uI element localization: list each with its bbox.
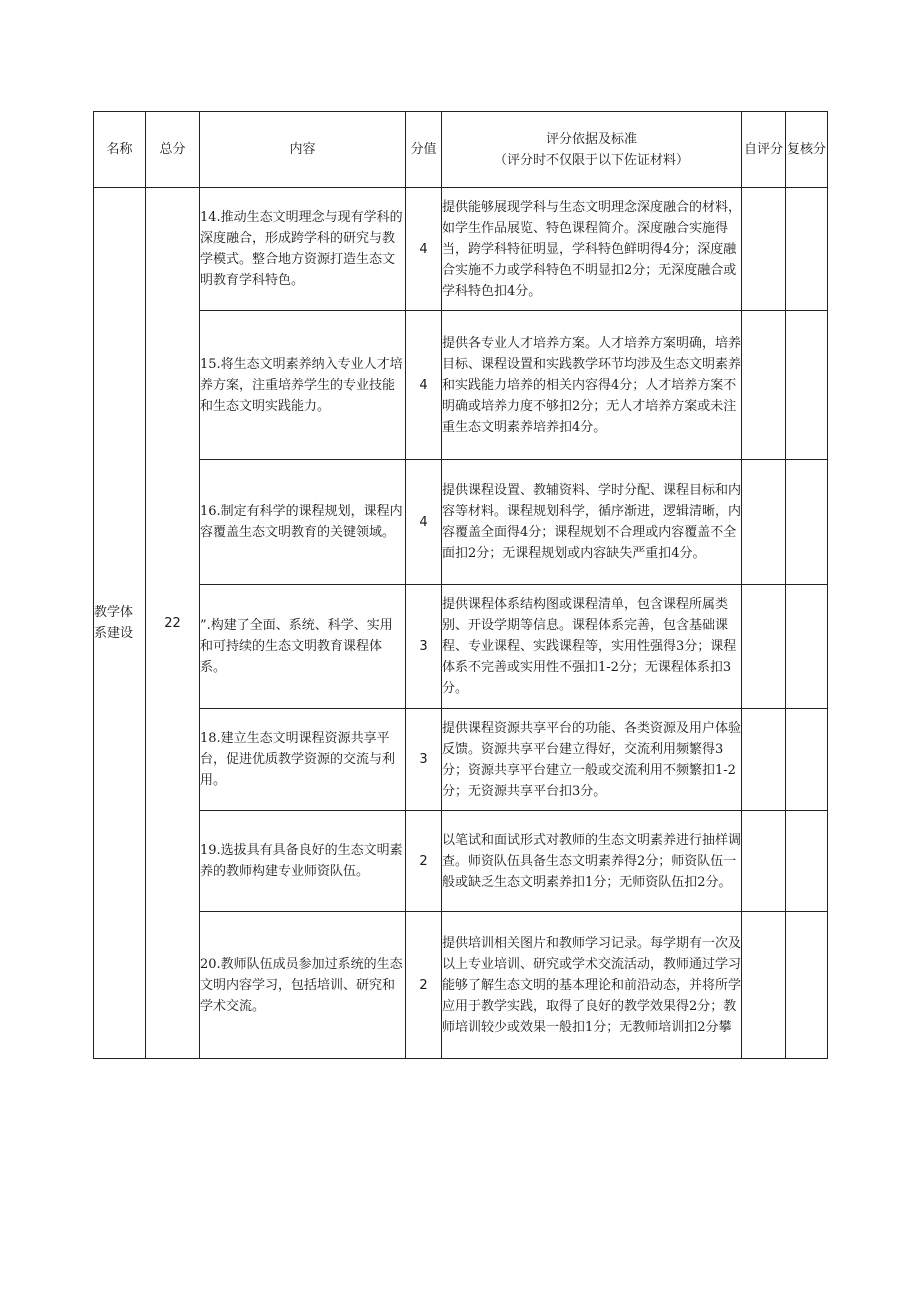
self-score-cell[interactable] (742, 311, 786, 460)
evaluation-table (93, 111, 828, 1059)
row-criteria: 提供课程体系结构图或课程清单，包含课程所属类别、开设学期等信息。课程体系完善，包含基础课程、专业课程、实践课程等，实用性强得3分；课程体系不完善或实用性不强扣1-2分；无课程体系扣3分。 (442, 585, 742, 709)
row-content: 20.教师队伍成员参加过系统的生态文明内容学习，包括培训、研究和学术交流。 (200, 912, 406, 1059)
self-score-cell[interactable] (742, 912, 786, 1059)
header-total: 总分 (146, 112, 200, 188)
self-score-cell[interactable] (742, 460, 786, 585)
row-score: 3 (406, 585, 442, 709)
table-row (94, 709, 828, 811)
table-row (94, 460, 828, 585)
header-review-score: 复核分 (786, 112, 828, 188)
row-content: 15.将生态文明素养纳入专业人才培养方案，注重培养学生的专业技能和生态文明实践能力。 (200, 311, 406, 460)
row-criteria: 提供能够展现学科与生态文明理念深度融合的材料，如学生作品展览、特色课程简介。深度融合实施得当，跨学科特征明显，学科特色鲜明得4分；深度融合实施不力或学科特色不明显扣2分；无深度融合或学科特色扣4分。 (442, 188, 742, 311)
self-score-cell[interactable] (742, 811, 786, 912)
header-row (94, 112, 828, 188)
table-row (94, 585, 828, 709)
header-name: 名称 (94, 112, 146, 188)
self-score-cell[interactable] (742, 188, 786, 311)
row-criteria: 以笔试和面试形式对教师的生态文明素养进行抽样调查。师资队伍具备生态文明素养得2分；师资队伍一般或缺乏生态文明素养扣1分；无师资队伍扣2分。 (442, 811, 742, 912)
table-row (94, 912, 828, 1059)
row-content: 18.建立生态文明课程资源共享平台，促进优质教学资源的交流与利用。 (200, 709, 406, 811)
review-score-cell[interactable] (786, 460, 828, 585)
header-self-score: 自评分 (742, 112, 786, 188)
row-content: 19.选拔具有具备良好的生态文明素养的教师构建专业师资队伍。 (200, 811, 406, 912)
row-criteria: 提供培训相关图片和教师学习记录。每学期有一次及以上专业培训、研究或学术交流活动，教师通过学习能够了解生态文明的基本理论和前沿动态，并将所学应用于教学实践，取得了良好的教学效果得2分；教师培训较少或效果一般扣1分；无教师培训扣2分攀 (442, 912, 742, 1059)
header-content: 内容 (200, 112, 406, 188)
row-score: 4 (406, 311, 442, 460)
self-score-cell[interactable] (742, 585, 786, 709)
section-name: 教学体系建设 (94, 188, 146, 1059)
row-score: 4 (406, 188, 442, 311)
table-row (94, 188, 828, 311)
row-score: 2 (406, 912, 442, 1059)
row-content: ”.构建了全面、系统、科学、实用和可持续的生态文明教育课程体系。 (200, 585, 406, 709)
header-criteria (442, 112, 742, 188)
review-score-cell[interactable] (786, 311, 828, 460)
self-score-cell[interactable] (742, 709, 786, 811)
review-score-cell[interactable] (786, 912, 828, 1059)
header-criteria-note: （评分时不仅限于以下佐证材料） (493, 152, 689, 168)
review-score-cell[interactable] (786, 811, 828, 912)
row-score: 4 (406, 460, 442, 585)
header-criteria-title: 评分依据及标准 (545, 131, 637, 147)
review-score-cell[interactable] (786, 585, 828, 709)
header-score: 分值 (406, 112, 442, 188)
review-score-cell[interactable] (786, 188, 828, 311)
row-criteria: 提供课程资源共享平台的功能、各类资源及用户体验反馈。资源共享平台建立得好，交流利用频繁得3分；资源共享平台建立一般或交流利用不频繁扣1-2分；无资源共享平台扣3分。 (442, 709, 742, 811)
row-content: 16.制定有科学的课程规划，课程内容覆盖生态文明教育的关键领域。 (200, 460, 406, 585)
table-row (94, 811, 828, 912)
review-score-cell[interactable] (786, 709, 828, 811)
row-criteria: 提供课程设置、教辅资料、学时分配、课程目标和内容等材料。课程规划科学，循序渐进，逻辑清晰，内容覆盖全面得4分；课程规划不合理或内容覆盖不全面扣2分；无课程规划或内容缺失严重扣4分。 (442, 460, 742, 585)
table-row (94, 311, 828, 460)
row-score: 2 (406, 811, 442, 912)
row-content: 14.推动生态文明理念与现有学科的深度融合，形成跨学科的研究与教学模式。整合地方资源打造生态文明教育学科特色。 (200, 188, 406, 311)
row-criteria: 提供各专业人才培养方案。人才培养方案明确，培养目标、课程设置和实践教学环节均涉及生态文明素养和实践能力培养的相关内容得4分；人才培养方案不明确或培养力度不够扣2分；无人才培养方案或未注重生态文明素养培养扣4分。 (442, 311, 742, 460)
section-total: 22 (146, 188, 200, 1059)
row-score: 3 (406, 709, 442, 811)
